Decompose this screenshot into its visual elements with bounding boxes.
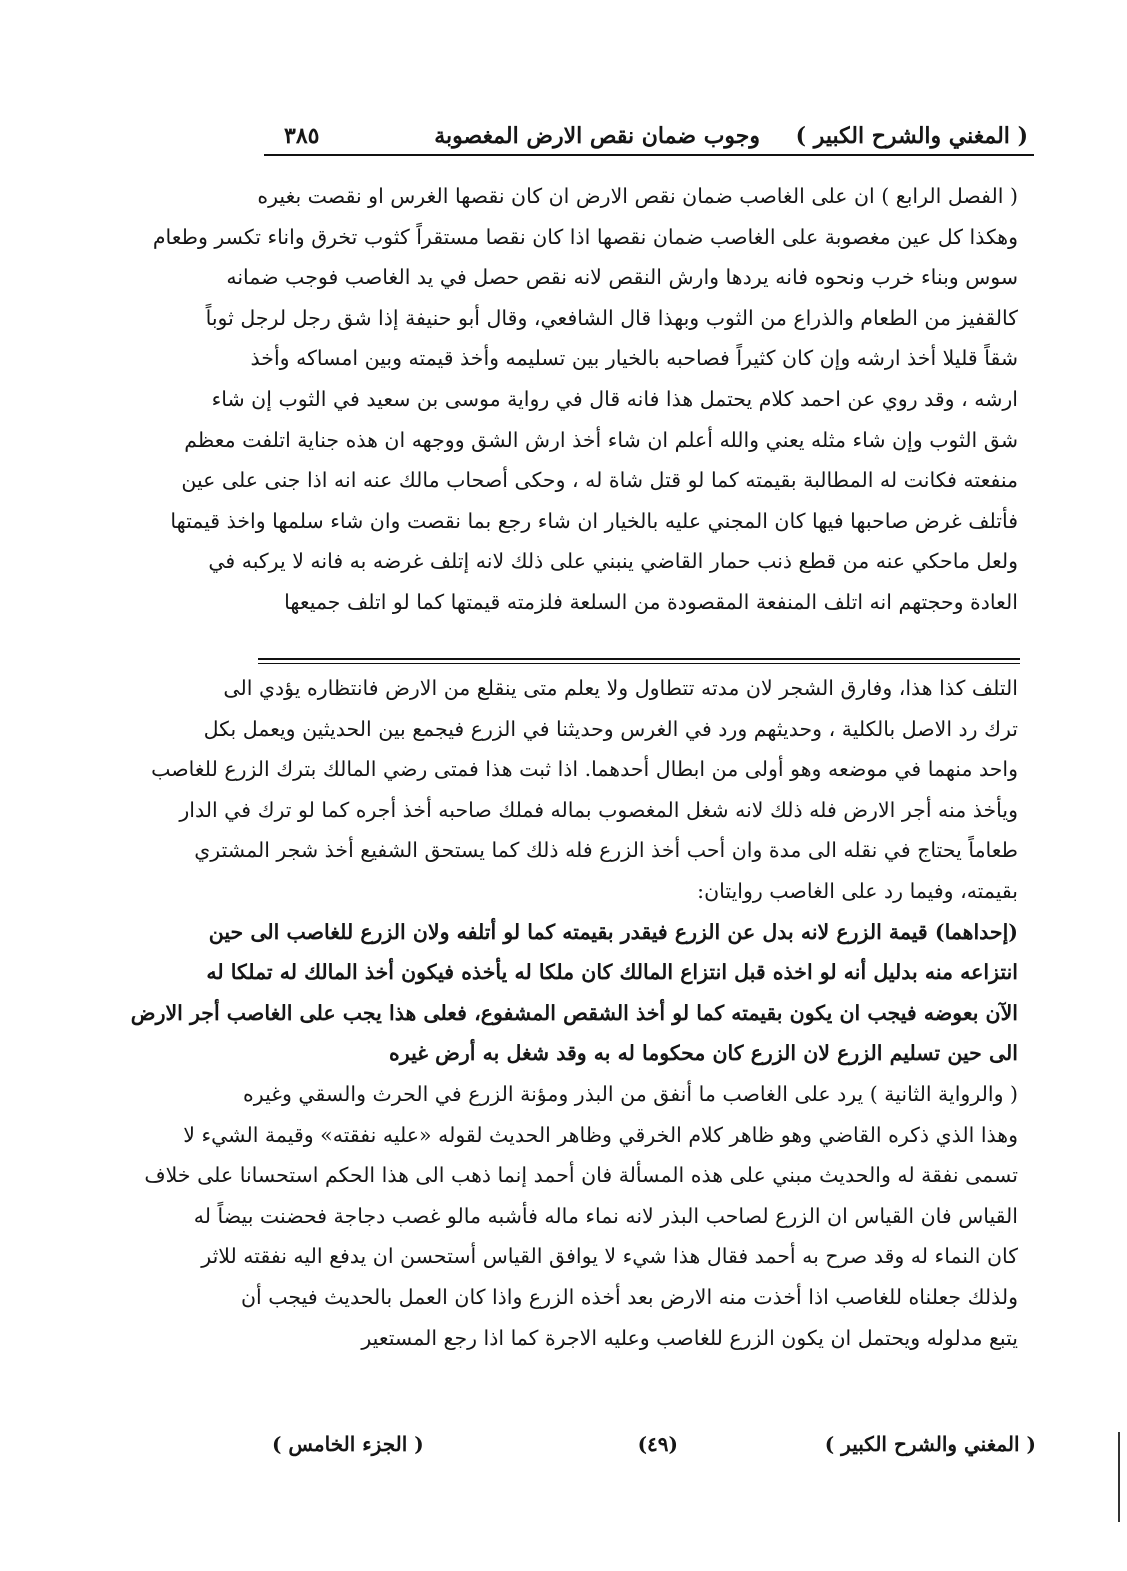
running-header [262, 118, 1032, 154]
footer-volume: ( الجزء الخامس ) [272, 1432, 424, 1456]
text-line: الآن بعوضه فيجب ان يكون بقيمته كما لو أخذ الشقص المشفوع، فعلى هذا يجب على الغاصب أجر الارض [130, 1000, 1018, 1025]
text-line: سوس وبناء خرب ونحوه فانه يردها وارش النقص لانه نقص حصل في يد الغاصب فوجب ضمانه [226, 265, 1018, 290]
header-rule [264, 154, 1034, 156]
text-line: ( والرواية الثانية ) يرد على الغاصب ما أنفق من البذر ومؤنة الزرع في الحرث والسقي وغيره [243, 1081, 1018, 1106]
section-divider-bottom [258, 663, 1020, 664]
footer-signature-number: (٤٩) [637, 1432, 678, 1456]
text-line: ولذلك جعلناه للغاصب اذا أخذت منه الارض بعد أخذه الزرع واذا كان العمل بالحديث فيجب أن [241, 1284, 1018, 1309]
text-line: فأتلف غرض صاحبها فيها كان المجني عليه بالخيار ان شاء رجع بما نقصت وان شاء سلمها واخذ قيمتها [170, 508, 1018, 533]
text-line: العادة وحجتهم انه اتلف المنفعة المقصودة من السلعة فلزمته قيمتها كما لو اتلف جميعها [284, 589, 1018, 614]
text-line: الى حين تسليم الزرع لان الزرع كان محكوما له به وقد شغل به أرض غيره [389, 1041, 1018, 1066]
text-line: ويأخذ منه أجر الارض فله ذلك لانه شغل المغصوب بماله فملك صاحبه أخذ أجره كما لو ترك في الدار [179, 797, 1018, 822]
header-topic: وجوب ضمان نقص الارض المغصوبة [434, 123, 760, 149]
text-line: ارشه ، وقد روي عن احمد كلام يحتمل هذا فانه قال في رواية موسى بن سعيد في الثوب إن شاء [211, 386, 1018, 411]
text-line: واحد منهما في موضعه وهو أولى من ابطال أحدهما. اذا ثبت هذا فمتى رضي المالك بترك الزرع للغاصب [151, 757, 1018, 782]
text-line: شق الثوب وإن شاء مثله يعني والله أعلم ان شاء أخذ ارش الشق ووجهه ان هذه جناية اتلفت معظم [184, 427, 1018, 452]
upper-text-block [152, 176, 1018, 623]
text-line: ( الفصل الرابع ) ان على الغاصب ضمان نقص الارض ان كان نقصها الغرس او نقصت بغيره [257, 184, 1018, 208]
text-line: القياس فان القياس ان الزرع لصاحب البذر لانه نماء ماله فأشبه مالو غصب دجاجة فحضنت بيضاً له [193, 1203, 1018, 1228]
text-line: بقيمته، وفيما رد على الغاصب روايتان: [697, 878, 1018, 903]
text-line: كالقفيز من الطعام والذراع من الثوب وبهذا قال الشافعي، وقال أبو حنيفة إذا شق رجل لرجل ثوباً [205, 305, 1018, 330]
text-line: طعاماً يحتاج في نقله الى مدة وان أحب أخذ الزرع فله ذلك كما يستحق الشفيع أخذ شجر المشتري [194, 838, 1018, 863]
scan-edge-mark [1118, 1432, 1120, 1522]
text-line: شقاً قليلا أخذ ارشه وإن كان كثيراً فصاحبه بالخيار بين تسليمه وأخذ قيمته وبين امساكه وأخذ [250, 346, 1018, 371]
text-line: التلف كذا هذا، وفارق الشجر لان مدته تتطاول ولا يعلم متى ينقلع من الارض فانتظاره يؤدي الى [223, 676, 1018, 700]
page-number: ٣٨٥ [284, 123, 320, 149]
text-line: كان النماء له وقد صرح به أحمد فقال هذا شيء لا يوافق القياس أستحسن ان يدفع اليه نفقته للاثر [201, 1244, 1018, 1269]
text-line: منفعته فكانت له المطالبة بقيمته كما لو قتل شاة له ، وحكى أصحاب مالك عنه انه اذا جنى على عين [181, 468, 1018, 493]
lower-text-block [130, 668, 1018, 1358]
page-footer [272, 1426, 1036, 1462]
text-line: وهذا الذي ذكره القاضي وهو ظاهر كلام الخرقي وظاهر الحديث لقوله «عليه نفقته» وقيمة الشيء لا [183, 1122, 1018, 1147]
section-divider-top [258, 658, 1020, 660]
text-line: ترك رد الاصل بالكلية ، وحديثهم ورد في الغرس وحديثنا في الزرع فيجمع بين الحديثين ويعمل بكل [203, 716, 1018, 741]
text-line: انتزاعه منه بدليل أنه لو اخذه قبل انتزاع المالك كان ملكا له يأخذه فيكون أخذ المالك له تملكا له [206, 960, 1018, 985]
text-line: يتبع مدلوله ويحتمل ان يكون الزرع للغاصب وعليه الاجرة كما اذا رجع المستعير [361, 1325, 1018, 1350]
text-line: ولعل ماحكي عنه من قطع ذنب حمار القاضي ينبني على ذلك لانه إتلف غرضه به فانه لا يركبه في [208, 549, 1018, 574]
header-book-title: ( المغني والشرح الكبير ) [795, 123, 1028, 149]
footer-book-title: ( المغني والشرح الكبير ) [824, 1432, 1036, 1456]
text-line: (إحداهما) قيمة الزرع لانه بدل عن الزرع فيقدر بقيمته كما لو أتلفه ولان الزرع للغاصب الى حين [208, 919, 1018, 944]
text-line: تسمى نفقة له والحديث مبني على هذه المسألة فان أحمد إنما ذهب الى هذا الحكم استحسانا على خلاف [144, 1163, 1018, 1188]
text-line: وهكذا كل عين مغصوبة على الغاصب ضمان نقصها اذا كان نقصا مستقراً كثوب تخرق واناء تكسر وطعام [152, 224, 1018, 249]
